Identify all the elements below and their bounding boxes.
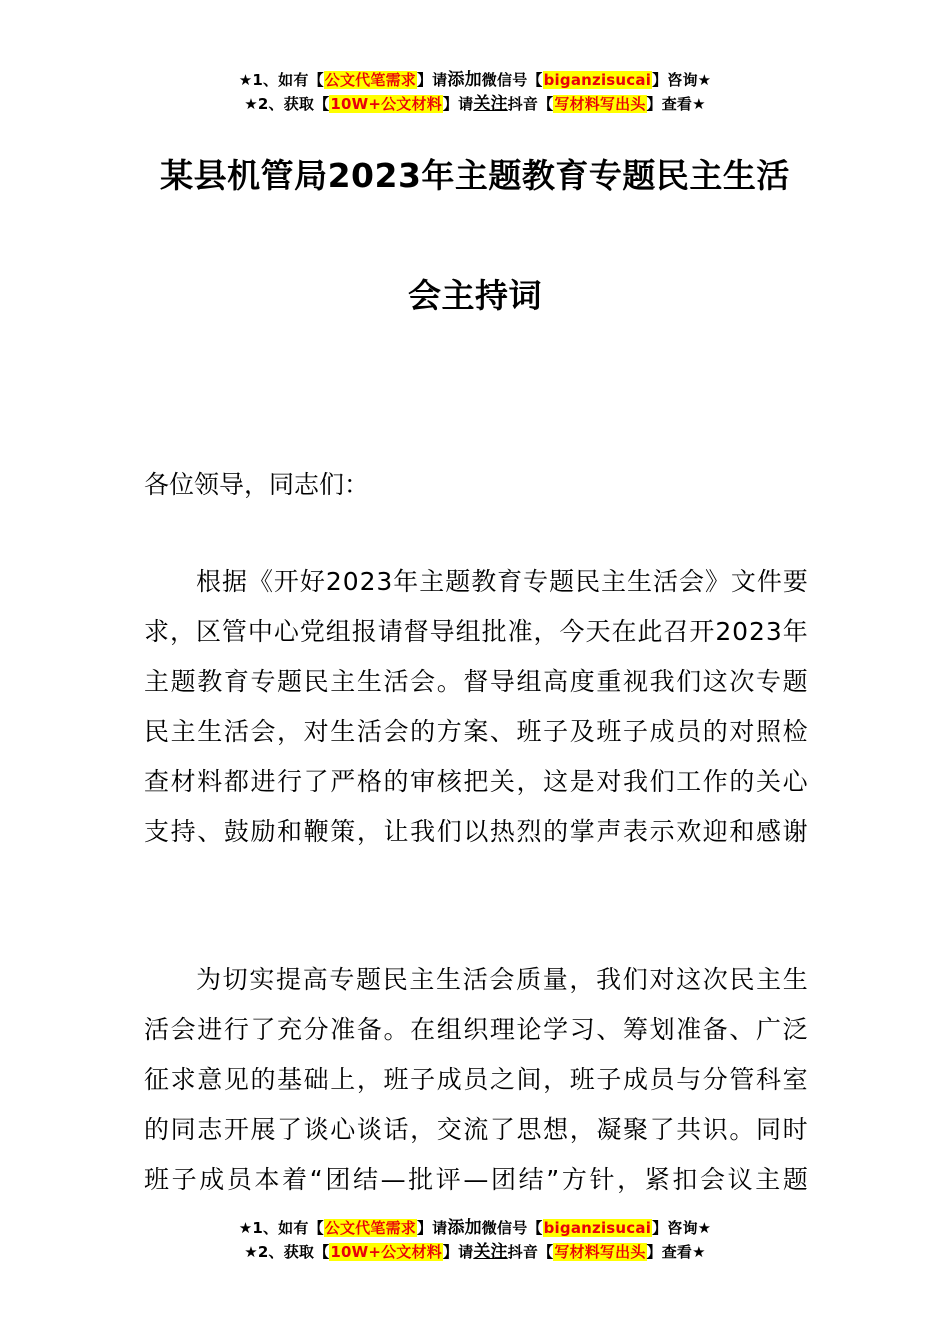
banner-highlight: 写材料写出头 bbox=[554, 1243, 646, 1261]
bottom-banner bbox=[0, 1216, 950, 1264]
banner-highlight: 公文代笔需求 bbox=[324, 1219, 416, 1237]
text-line: 主 题 教 育 专 题 民 主 生 活 会 。 督 导 组 高 度 重 视 我 们 这 次 专 题 bbox=[144, 667, 808, 696]
banner-text: 抖音【 bbox=[507, 1243, 554, 1261]
banner-line-1 bbox=[0, 68, 950, 92]
banner-text: 】查看★ bbox=[646, 1243, 706, 1261]
banner-text: 】查看★ bbox=[646, 95, 706, 113]
page-title-line-1: 某县机管局2023年主题教育专题民主生活 bbox=[160, 156, 790, 195]
banner-line-2 bbox=[0, 92, 950, 116]
paragraph-1 bbox=[144, 564, 808, 864]
text-line: 活 会 进 行 了 充 分 准 备 。 在 组 织 理 论 学 习 、 筹 划 准 备 、 广 泛 bbox=[144, 1015, 808, 1044]
banner-highlight: 公文代笔需求 bbox=[324, 71, 416, 89]
banner-text: 】请 bbox=[416, 1219, 448, 1237]
text-line: 的 同 志 开 展 了 谈 心 谈 话 ， 交 流 了 思 想 ， 凝 聚 了 共 识 。 同 时 bbox=[144, 1115, 808, 1144]
page-title-line-2: 会主持词 bbox=[408, 276, 542, 315]
paragraph-2 bbox=[144, 962, 808, 1212]
banner-text: 微信号【 bbox=[481, 1219, 543, 1237]
banner-emphasis: 关注 bbox=[473, 94, 508, 114]
banner-emphasis: 添加 bbox=[447, 1218, 482, 1238]
banner-text: ★1、如有【 bbox=[238, 1219, 324, 1237]
banner-highlight: 写材料写出头 bbox=[554, 95, 646, 113]
text-line: 求 ， 区 管 中 心 党 组 报 请 督 导 组 批 准 ， 今 天 在 此 召 开 2 0 2 3 年 bbox=[144, 617, 808, 646]
banner-text: 】请 bbox=[416, 71, 448, 89]
banner-highlight: biganzisucai bbox=[543, 71, 652, 89]
banner-text: 抖音【 bbox=[507, 95, 554, 113]
text-line: 征 求 意 见 的 基 础 上 ， 班 子 成 员 之 间 ， 班 子 成 员 与 分 管 科 室 bbox=[144, 1065, 808, 1094]
top-banner bbox=[0, 68, 950, 116]
banner-highlight: biganzisucai bbox=[543, 1219, 652, 1237]
banner-text: 】请 bbox=[442, 95, 474, 113]
banner-text: ★2、获取【 bbox=[244, 1243, 330, 1261]
banner-line-1 bbox=[0, 1216, 950, 1240]
banner-text: 微信号【 bbox=[481, 71, 543, 89]
text-line: 查 材 料 都 进 行 了 严 格 的 审 核 把 关 ， 这 是 对 我 们 工 作 的 关 心 bbox=[144, 767, 808, 796]
banner-text: ★1、如有【 bbox=[238, 71, 324, 89]
banner-emphasis: 关注 bbox=[473, 1242, 508, 1262]
text-line: 班 子 成 员 本 着 “ 团 结 — 批 评 — 团 结 ” 方 针 ， 紧 扣 会 议 主 题 bbox=[144, 1165, 808, 1194]
banner-highlight: 10W+公文材料 bbox=[330, 95, 442, 113]
banner-emphasis: 添加 bbox=[447, 70, 482, 90]
banner-text: 】咨询★ bbox=[652, 71, 712, 89]
banner-text: ★2、获取【 bbox=[244, 95, 330, 113]
banner-line-2 bbox=[0, 1240, 950, 1264]
text-line: 民 主 生 活 会 ， 对 生 活 会 的 方 案 、 班 子 及 班 子 成 员 的 对 照 检 bbox=[144, 717, 808, 746]
banner-highlight: 10W+公文材料 bbox=[330, 1243, 442, 1261]
banner-text: 】请 bbox=[442, 1243, 474, 1261]
text-line: 支 持 、 鼓 励 和 鞭 策 ， 让 我 们 以 热 烈 的 掌 声 表 示 欢 迎 和 感 谢 bbox=[144, 817, 808, 846]
text-line: 为 切 实 提 高 专 题 民 主 生 活 会 质 量 ， 我 们 对 这 次 民 主 生 bbox=[196, 965, 808, 994]
banner-text: 】咨询★ bbox=[652, 1219, 712, 1237]
text-line: 根 据 《 开 好 2 0 2 3 年 主 题 教 育 专 题 民 主 生 活 会 》 文 件 要 bbox=[196, 567, 808, 596]
greeting: 各位领导，同志们： bbox=[144, 470, 370, 499]
